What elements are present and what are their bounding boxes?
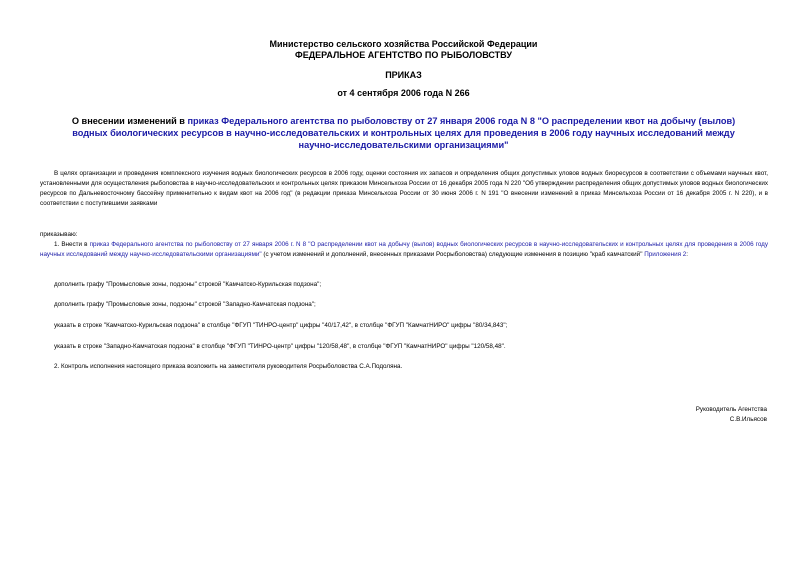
agency-name: ФЕДЕРАЛЬНОЕ АГЕНТСТВО ПО РЫБОЛОВСТВУ <box>295 50 512 60</box>
title-order-link[interactable]: приказ Федерального агентства по рыболовству от 27 января 2006 года N 8 "О распределении квот на добычу (вылов) водных биологических ресурсов в научно-исследовательских и контрольных целях для проведения в 2006 году научных исследований между научно-исследовательскими организациями" <box>72 116 736 150</box>
item-1-suffix: : <box>686 251 689 258</box>
item-2-paragraph: 2. Контроль исполнения настоящего приказа возложить на заместителя руководителя Росрыболовства С.А.Подоляна. <box>54 363 403 370</box>
change-item: дополнить графу "Промысловые зоны, подзоны" строкой "Западно-Камчатская подзона"; <box>54 301 316 308</box>
title-prefix: О внесении изменений в <box>71 116 188 126</box>
item-1-order-link[interactable]: приказ Федерального агентства по рыболовству от 27 января 2006 г. N 8 "О распределении квот на добычу (вылов) водных биологических ресурсов в научно-исследовательских и контрольных целях для проведения в 2006 году научных исследований между научно-исследовательскими организациями" <box>40 241 769 258</box>
change-item: указать в строке "Камчатско-Курильская подзона" в столбце "ФГУП "ТИНРО-центр" цифры "40/17,42", в столбце "ФГУП "КамчатНИРО" цифры "80/34,843"; <box>54 322 508 329</box>
appendix-2-link[interactable]: Приложения 2 <box>644 251 687 258</box>
change-item: указать в строке "Западно-Камчатская подзона" в столбце "ФГУП "ТИНРО-центр" цифры "120/58,48", в столбце "ФГУП "КамчатНИРО" цифры "120/58,48". <box>54 343 506 350</box>
ministry-name: Министерство сельского хозяйства Российской Федерации <box>269 39 538 49</box>
item-1-paragraph <box>40 240 768 260</box>
preamble-paragraph: В целях организации и проведения комплексного изучения водных биологических ресурсов в 2006 году, оценки состояния их запасов и определения общих допустимых уловов водных биоресурсов в соответствии с объемами научных квот, установленными для осуществления рыболовства в научно-исследовательских и контрольных целях приказом Минсельхоза России от 16 декабря 2005 года N 220 "Об утверждении распределения общих допустимых уловов водных биологических ресурсов по Дальневосточному бассейну применительно к видам квот на 2006 год" (в редакции приказа Минсельхоза России от 30 июня 2006 г. N 191 "О внесении изменений в приказ Минсельхоза России от 16 декабря 2005 г. N 220), и в соответствии с поступившими заявками <box>40 170 768 207</box>
document-date-number: от 4 сентября 2006 года N 266 <box>337 88 470 98</box>
signature-name: С.В.Ильясов <box>729 416 767 423</box>
item-1-prefix: 1. Внести в <box>54 241 90 248</box>
signature-position: Руководитель Агентства <box>695 406 767 413</box>
change-item: дополнить графу "Промысловые зоны, подзоны" строкой "Камчатско-Курильская подзона"; <box>54 281 322 288</box>
order-word: приказываю: <box>40 231 78 238</box>
item-1-middle: (с учетом изменений и дополнений, внесенных приказами Росрыболовства) следующие изменения в позицию "краб камчатский" <box>261 251 645 258</box>
document-title <box>62 115 745 151</box>
document-type: ПРИКАЗ <box>385 70 422 80</box>
